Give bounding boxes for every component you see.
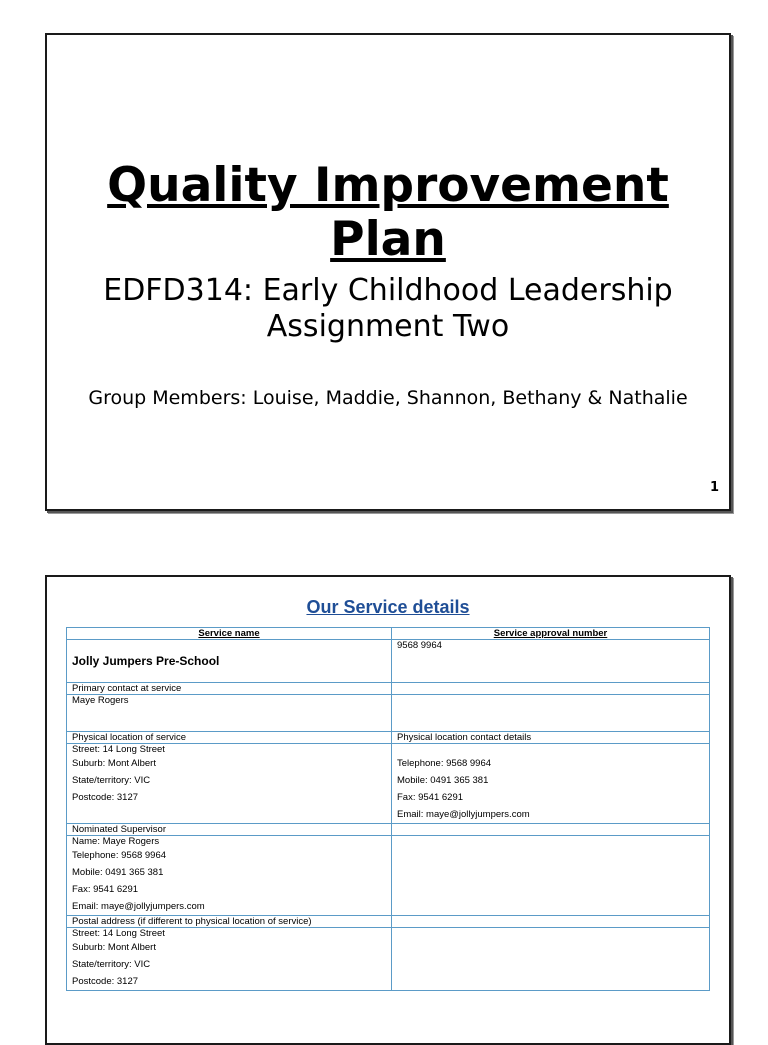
service-details-table [66,627,710,991]
supervisor-details: Name: Maye Rogers Telephone: 9568 9964 Mobile: 0491 365 381 Fax: 9541 6291 Email: maye@jollyjumpers.com [67,836,392,916]
supervisor-label: Nominated Supervisor [67,824,392,836]
postal-address-label: Postal address (if different to physical location of service) [67,916,392,928]
slide-title: Quality Improvement Plan [107,158,669,267]
service-name: Jolly Jumpers Pre-School [67,640,392,683]
table-row [67,916,710,928]
table-row [67,732,710,744]
service-details-heading: Our Service details [306,597,470,617]
table-row [67,695,710,732]
column-header-service-name: Service name [67,628,392,640]
service-details-slide [45,575,731,1045]
postal-address: Street: 14 Long Street Suburb: Mont Albert State/territory: VIC Postcode: 3127 [67,928,392,991]
table-row [67,628,710,640]
table-row [67,836,710,916]
table-row [67,928,710,991]
approval-number: 9568 9964 [392,640,710,683]
slide-subtitle: EDFD314: Early Childhood Leadership Assignment Two [103,273,673,344]
physical-contact-details: Telephone: 9568 9964 Mobile: 0491 365 381 Fax: 9541 6291 Email: maye@jollyjumpers.com [392,744,710,824]
title-slide [45,33,731,511]
column-header-approval-number: Service approval number [392,628,710,640]
primary-contact: Maye Rogers [67,695,392,732]
table-row [67,824,710,836]
table-row [67,640,710,683]
primary-contact-label: Primary contact at service [67,683,392,695]
physical-contact-label: Physical location contact details [392,732,710,744]
physical-location-label: Physical location of service [67,732,392,744]
physical-address: Street: 14 Long Street Suburb: Mont Albert State/territory: VIC Postcode: 3127 [67,744,392,824]
group-members: Group Members: Louise, Maddie, Shannon, Bethany & Nathalie [88,387,688,409]
page-number: 1 [709,480,719,495]
table-row [67,744,710,824]
table-row [67,683,710,695]
